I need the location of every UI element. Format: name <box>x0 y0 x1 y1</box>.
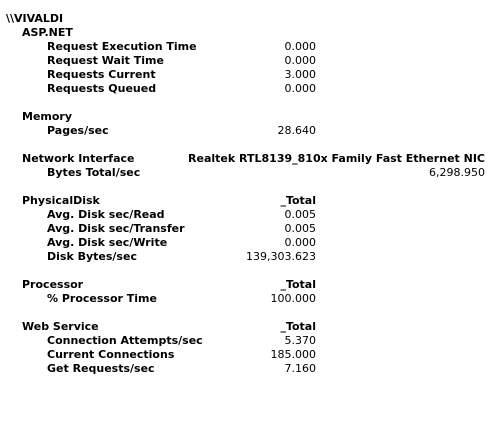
value-request-wait-time: 0.000 <box>284 54 316 67</box>
value-connection-attempts-sec: 5.370 <box>284 334 316 347</box>
counter-connection-attempts-sec: Connection Attempts/sec <box>47 334 203 347</box>
counter-requests-queued: Requests Queued <box>47 82 157 95</box>
value-get-requests-sec: 7.160 <box>284 362 316 375</box>
counter-disk-bytes-sec: Disk Bytes/sec <box>47 250 137 263</box>
instance-network-interface: Realtek RTL8139_810x Family Fast Ethernet NIC <box>188 152 485 165</box>
instance-web-service: _Total <box>280 320 316 333</box>
object-network-interface: Network Interface <box>22 152 135 165</box>
counter-request-wait-time: Request Wait Time <box>47 54 164 67</box>
value-request-execution-time: 0.000 <box>284 40 316 53</box>
value-avg-disk-sec-transfer: 0.005 <box>284 222 316 235</box>
object-aspnet: ASP.NET <box>22 26 73 39</box>
value-bytes-total-sec: 6,298.950 <box>429 166 485 179</box>
object-physicaldisk: PhysicalDisk <box>22 194 100 207</box>
object-web-service: Web Service <box>22 320 99 333</box>
value-disk-bytes-sec: 139,303.623 <box>246 250 316 263</box>
value-processor-time: 100.000 <box>270 292 316 305</box>
instance-physicaldisk: _Total <box>280 194 316 207</box>
value-avg-disk-sec-write: 0.000 <box>284 236 316 249</box>
object-memory: Memory <box>22 110 73 123</box>
object-processor: Processor <box>22 278 84 291</box>
counter-current-connections: Current Connections <box>47 348 175 361</box>
counter-avg-disk-sec-transfer: Avg. Disk sec/Transfer <box>47 222 185 235</box>
value-pages-sec: 28.640 <box>277 124 316 137</box>
value-requests-current: 3.000 <box>284 68 316 81</box>
counter-processor-time: % Processor Time <box>47 292 157 305</box>
value-current-connections: 185.000 <box>270 348 316 361</box>
value-avg-disk-sec-read: 0.005 <box>284 208 316 221</box>
counter-bytes-total-sec: Bytes Total/sec <box>47 166 141 179</box>
counter-request-execution-time: Request Execution Time <box>47 40 197 53</box>
counter-pages-sec: Pages/sec <box>47 124 109 137</box>
instance-processor: _Total <box>280 278 316 291</box>
value-requests-queued: 0.000 <box>284 82 316 95</box>
counter-requests-current: Requests Current <box>47 68 156 81</box>
counter-get-requests-sec: Get Requests/sec <box>47 362 155 375</box>
counter-avg-disk-sec-read: Avg. Disk sec/Read <box>47 208 165 221</box>
counter-avg-disk-sec-write: Avg. Disk sec/Write <box>47 236 168 249</box>
machine-name: \\VIVALDI <box>6 12 64 25</box>
